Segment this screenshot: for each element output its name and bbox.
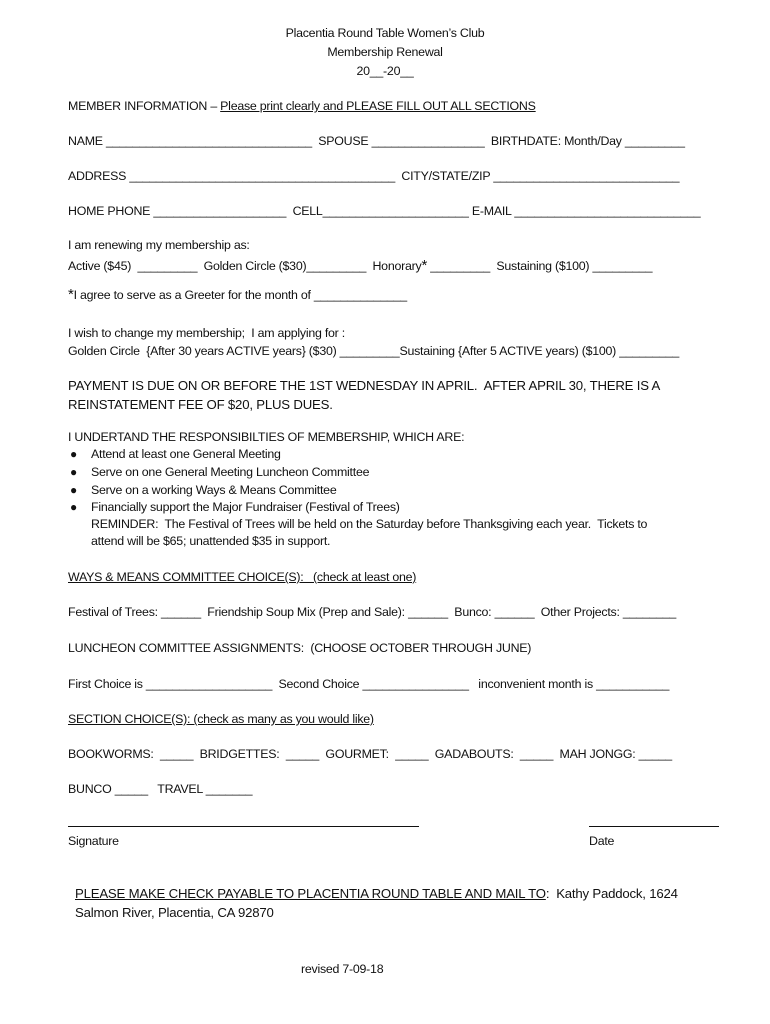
bullet-icon: ● (70, 447, 78, 461)
luncheon-options[interactable]: First Choice is ___________________ Second Choice ________________ inconvenient month is ___________ (68, 677, 670, 691)
renewal-intro: I am renewing my membership as: (68, 238, 250, 252)
mailing-line-1 (75, 885, 678, 903)
section-choice-row-1[interactable]: BOOKWORMS: _____ BRIDGETTES: _____ GOURMET: _____ GADABOUTS: _____ MAH JONGG: _____ (68, 747, 672, 761)
bullet-icon: ● (70, 500, 78, 514)
responsibility-item: Financially support the Major Fundraiser (Festival of Trees) (91, 500, 400, 514)
renewal-options-part1: Active ($45) _________ Golden Circle ($30)_________ Honorary (68, 259, 422, 273)
responsibilities-heading: I UNDERTAND THE RESPONSIBILTIES OF MEMBERSHIP, WHICH ARE: (68, 430, 465, 444)
payment-line-1: PAYMENT IS DUE ON OR BEFORE THE 1ST WEDNESDAY IN APRIL. AFTER APRIL 30, THERE IS A (68, 378, 661, 393)
asterisk-mark: * (421, 257, 428, 274)
mailing-address-start: : Kathy Paddock, 1624 (545, 886, 678, 901)
payment-line-2: REINSTATEMENT FEE OF $20, PLUS DUES. (68, 397, 333, 412)
renewal-options[interactable] (68, 258, 652, 274)
bullet-icon: ● (70, 465, 78, 479)
responsibility-item: Attend at least one General Meeting (91, 447, 281, 461)
mailing-line-2: Salmon River, Placentia, CA 92870 (75, 905, 274, 920)
greeter-asterisk: * (68, 286, 74, 303)
club-title: Placentia Round Table Women’s Club (285, 26, 485, 40)
luncheon-heading: LUNCHEON COMMITTEE ASSIGNMENTS: (CHOOSE OCTOBER THROUGH JUNE) (68, 641, 532, 655)
ways-means-options[interactable]: Festival of Trees: ______ Friendship Soup Mix (Prep and Sale): ______ Bunco: ______ Other Projects: ________ (68, 605, 677, 619)
ways-means-heading: WAYS & MEANS COMMITTEE CHOICE(S): (check at least one) (68, 570, 417, 584)
mailing-instruction: PLEASE MAKE CHECK PAYABLE TO PLACENTIA ROUND TABLE AND MAIL TO (75, 886, 546, 901)
phone-email-row[interactable]: HOME PHONE ____________________ CELL______________________ E-MAIL ____________________________ (68, 204, 701, 218)
signature-label: Signature (68, 834, 119, 848)
member-info-label: MEMBER INFORMATION – (68, 99, 221, 113)
name-spouse-birthdate-row[interactable]: NAME _______________________________ SPOUSE _________________ BIRTHDATE: Month/Day _________ (68, 134, 685, 148)
change-intro: I wish to change my membership; I am applying for : (68, 326, 345, 340)
bullet-icon: ● (70, 483, 78, 497)
renewal-options-part2: _________ Sustaining ($100) _________ (427, 259, 653, 273)
year-field[interactable]: 20__-20__ (356, 64, 414, 78)
section-choice-row-2[interactable]: BUNCO _____ TRAVEL _______ (68, 782, 253, 796)
responsibility-item: Serve on one General Meeting Luncheon Committee (91, 465, 370, 479)
form-subtitle: Membership Renewal (327, 45, 443, 59)
reminder-line-2: attend will be $65; unattended $35 in support. (91, 534, 331, 548)
date-label: Date (589, 834, 615, 848)
member-info-instruction: Please print clearly and PLEASE FILL OUT ALL SECTIONS (220, 99, 536, 113)
address-row[interactable]: ADDRESS ________________________________________ CITY/STATE/ZIP ____________________________ (68, 169, 680, 183)
change-options[interactable]: Golden Circle {After 30 years ACTIVE years} ($30) _________Sustaining {After 5 ACTIVE years) ($100) _________ (68, 344, 679, 358)
section-choice-heading: SECTION CHOICE(S): (check as many as you would like) (68, 712, 374, 726)
revised-date: revised 7-09-18 (301, 962, 384, 976)
greeter-text: I agree to serve as a Greeter for the month of ______________ (73, 288, 407, 302)
greeter-line[interactable] (68, 287, 407, 303)
member-info-heading (68, 98, 536, 114)
responsibility-item: Serve on a working Ways & Means Committee (91, 483, 337, 497)
date-line[interactable] (589, 826, 719, 827)
signature-line[interactable] (68, 826, 419, 827)
reminder-line-1: REMINDER: The Festival of Trees will be held on the Saturday before Thanksgiving each year. Tickets to (91, 517, 648, 531)
